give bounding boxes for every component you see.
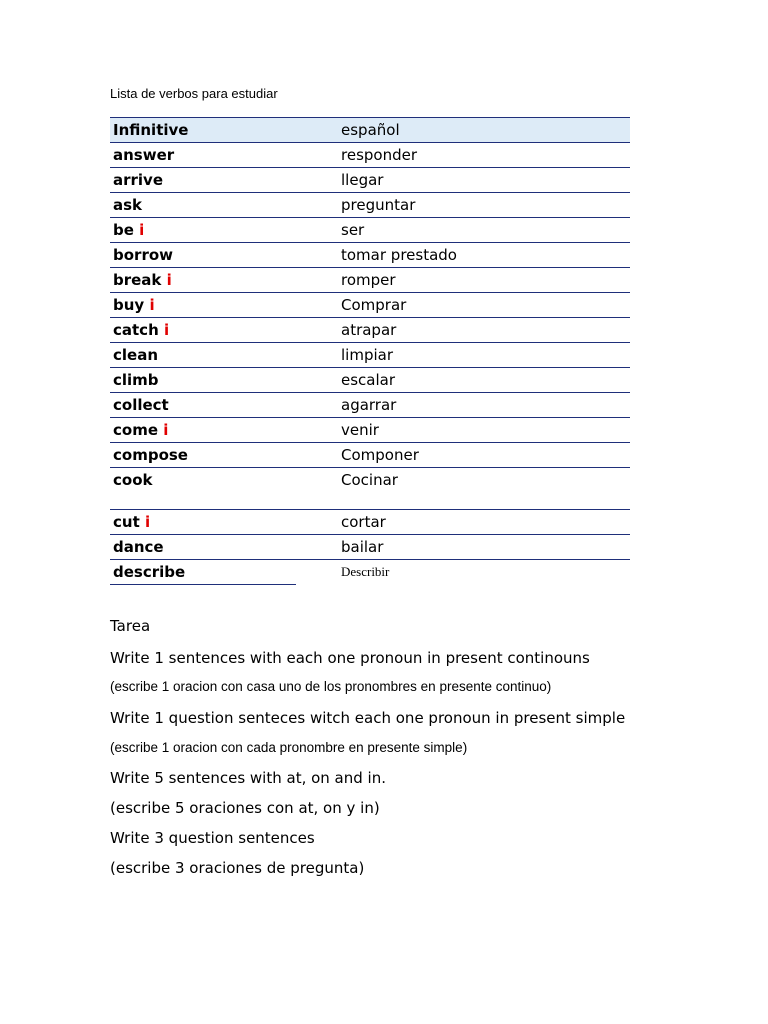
table-row (110, 368, 630, 393)
table-row (110, 293, 630, 318)
table-row (110, 535, 630, 560)
homework-heading: Tarea (110, 617, 151, 635)
verb-spanish: atrapar (341, 321, 397, 339)
homework-line: Write 3 question sentences (110, 829, 315, 847)
table-row (110, 443, 630, 468)
verb-english: answer (113, 146, 175, 164)
verb-english: describe (113, 563, 186, 581)
verb-english: ask (113, 196, 143, 214)
verb-spanish: ser (341, 221, 365, 239)
verb-english: dance (113, 538, 164, 556)
table-header-row (110, 117, 630, 143)
verb-english: cut i (113, 513, 151, 531)
table-row (110, 468, 630, 510)
verb-spanish: venir (341, 421, 379, 439)
verb-english: cook (113, 471, 153, 489)
verb-english: compose (113, 446, 188, 464)
homework-line: (escribe 1 oracion con casa uno de los pronombres en presente continuo) (110, 679, 552, 694)
table-row (110, 143, 630, 168)
verb-spanish: Describir (341, 564, 390, 579)
header-infinitive: Infinitive (113, 121, 189, 139)
verb-english: break i (113, 271, 172, 289)
homework-line: Write 5 sentences with at, on and in. (110, 769, 386, 787)
verb-english: catch i (113, 321, 170, 339)
irregular-marker: i (149, 296, 155, 314)
verb-spanish: Componer (341, 446, 419, 464)
document-title: Lista de verbos para estudiar (110, 86, 278, 101)
verb-english: collect (113, 396, 169, 414)
verb-english: buy i (113, 296, 155, 314)
irregular-marker: i (166, 271, 172, 289)
irregular-marker: i (163, 421, 169, 439)
table-row (110, 168, 630, 193)
homework-line: (escribe 5 oraciones con at, on y in) (110, 799, 380, 817)
verb-table (110, 117, 630, 585)
verb-spanish: escalar (341, 371, 396, 389)
verb-spanish: bailar (341, 538, 384, 556)
homework-line: Write 1 question senteces witch each one pronoun in present simple (110, 709, 626, 727)
irregular-marker: i (164, 321, 170, 339)
header-spanish: español (341, 121, 400, 139)
homework-line: (escribe 1 oracion con cada pronombre en presente simple) (110, 740, 468, 755)
homework-line: Write 1 sentences with each one pronoun in present continouns (110, 649, 590, 667)
table-row (110, 318, 630, 343)
verb-spanish: Cocinar (341, 471, 398, 489)
verb-spanish: responder (341, 146, 418, 164)
table-row (110, 243, 630, 268)
verb-spanish: tomar prestado (341, 246, 457, 264)
table-row (110, 268, 630, 293)
verb-english: clean (113, 346, 159, 364)
verb-spanish: agarrar (341, 396, 397, 414)
verb-english: climb (113, 371, 159, 389)
table-row (110, 218, 630, 243)
table-row (110, 393, 630, 418)
verb-english: arrive (113, 171, 164, 189)
homework-line: (escribe 3 oraciones de pregunta) (110, 859, 365, 877)
verb-spanish: Comprar (341, 296, 407, 314)
table-row (110, 560, 390, 585)
verb-english: borrow (113, 246, 173, 264)
table-row (110, 510, 630, 535)
table-row (110, 193, 630, 218)
verb-spanish: cortar (341, 513, 386, 531)
verb-spanish: romper (341, 271, 396, 289)
verb-english: come i (113, 421, 169, 439)
table-row (110, 418, 630, 443)
irregular-marker: i (139, 221, 145, 239)
verb-english: be i (113, 221, 145, 239)
table-row (110, 343, 630, 368)
verb-spanish: llegar (341, 171, 384, 189)
irregular-marker: i (144, 513, 151, 531)
verb-spanish: preguntar (341, 196, 416, 214)
verb-spanish: limpiar (341, 346, 393, 364)
